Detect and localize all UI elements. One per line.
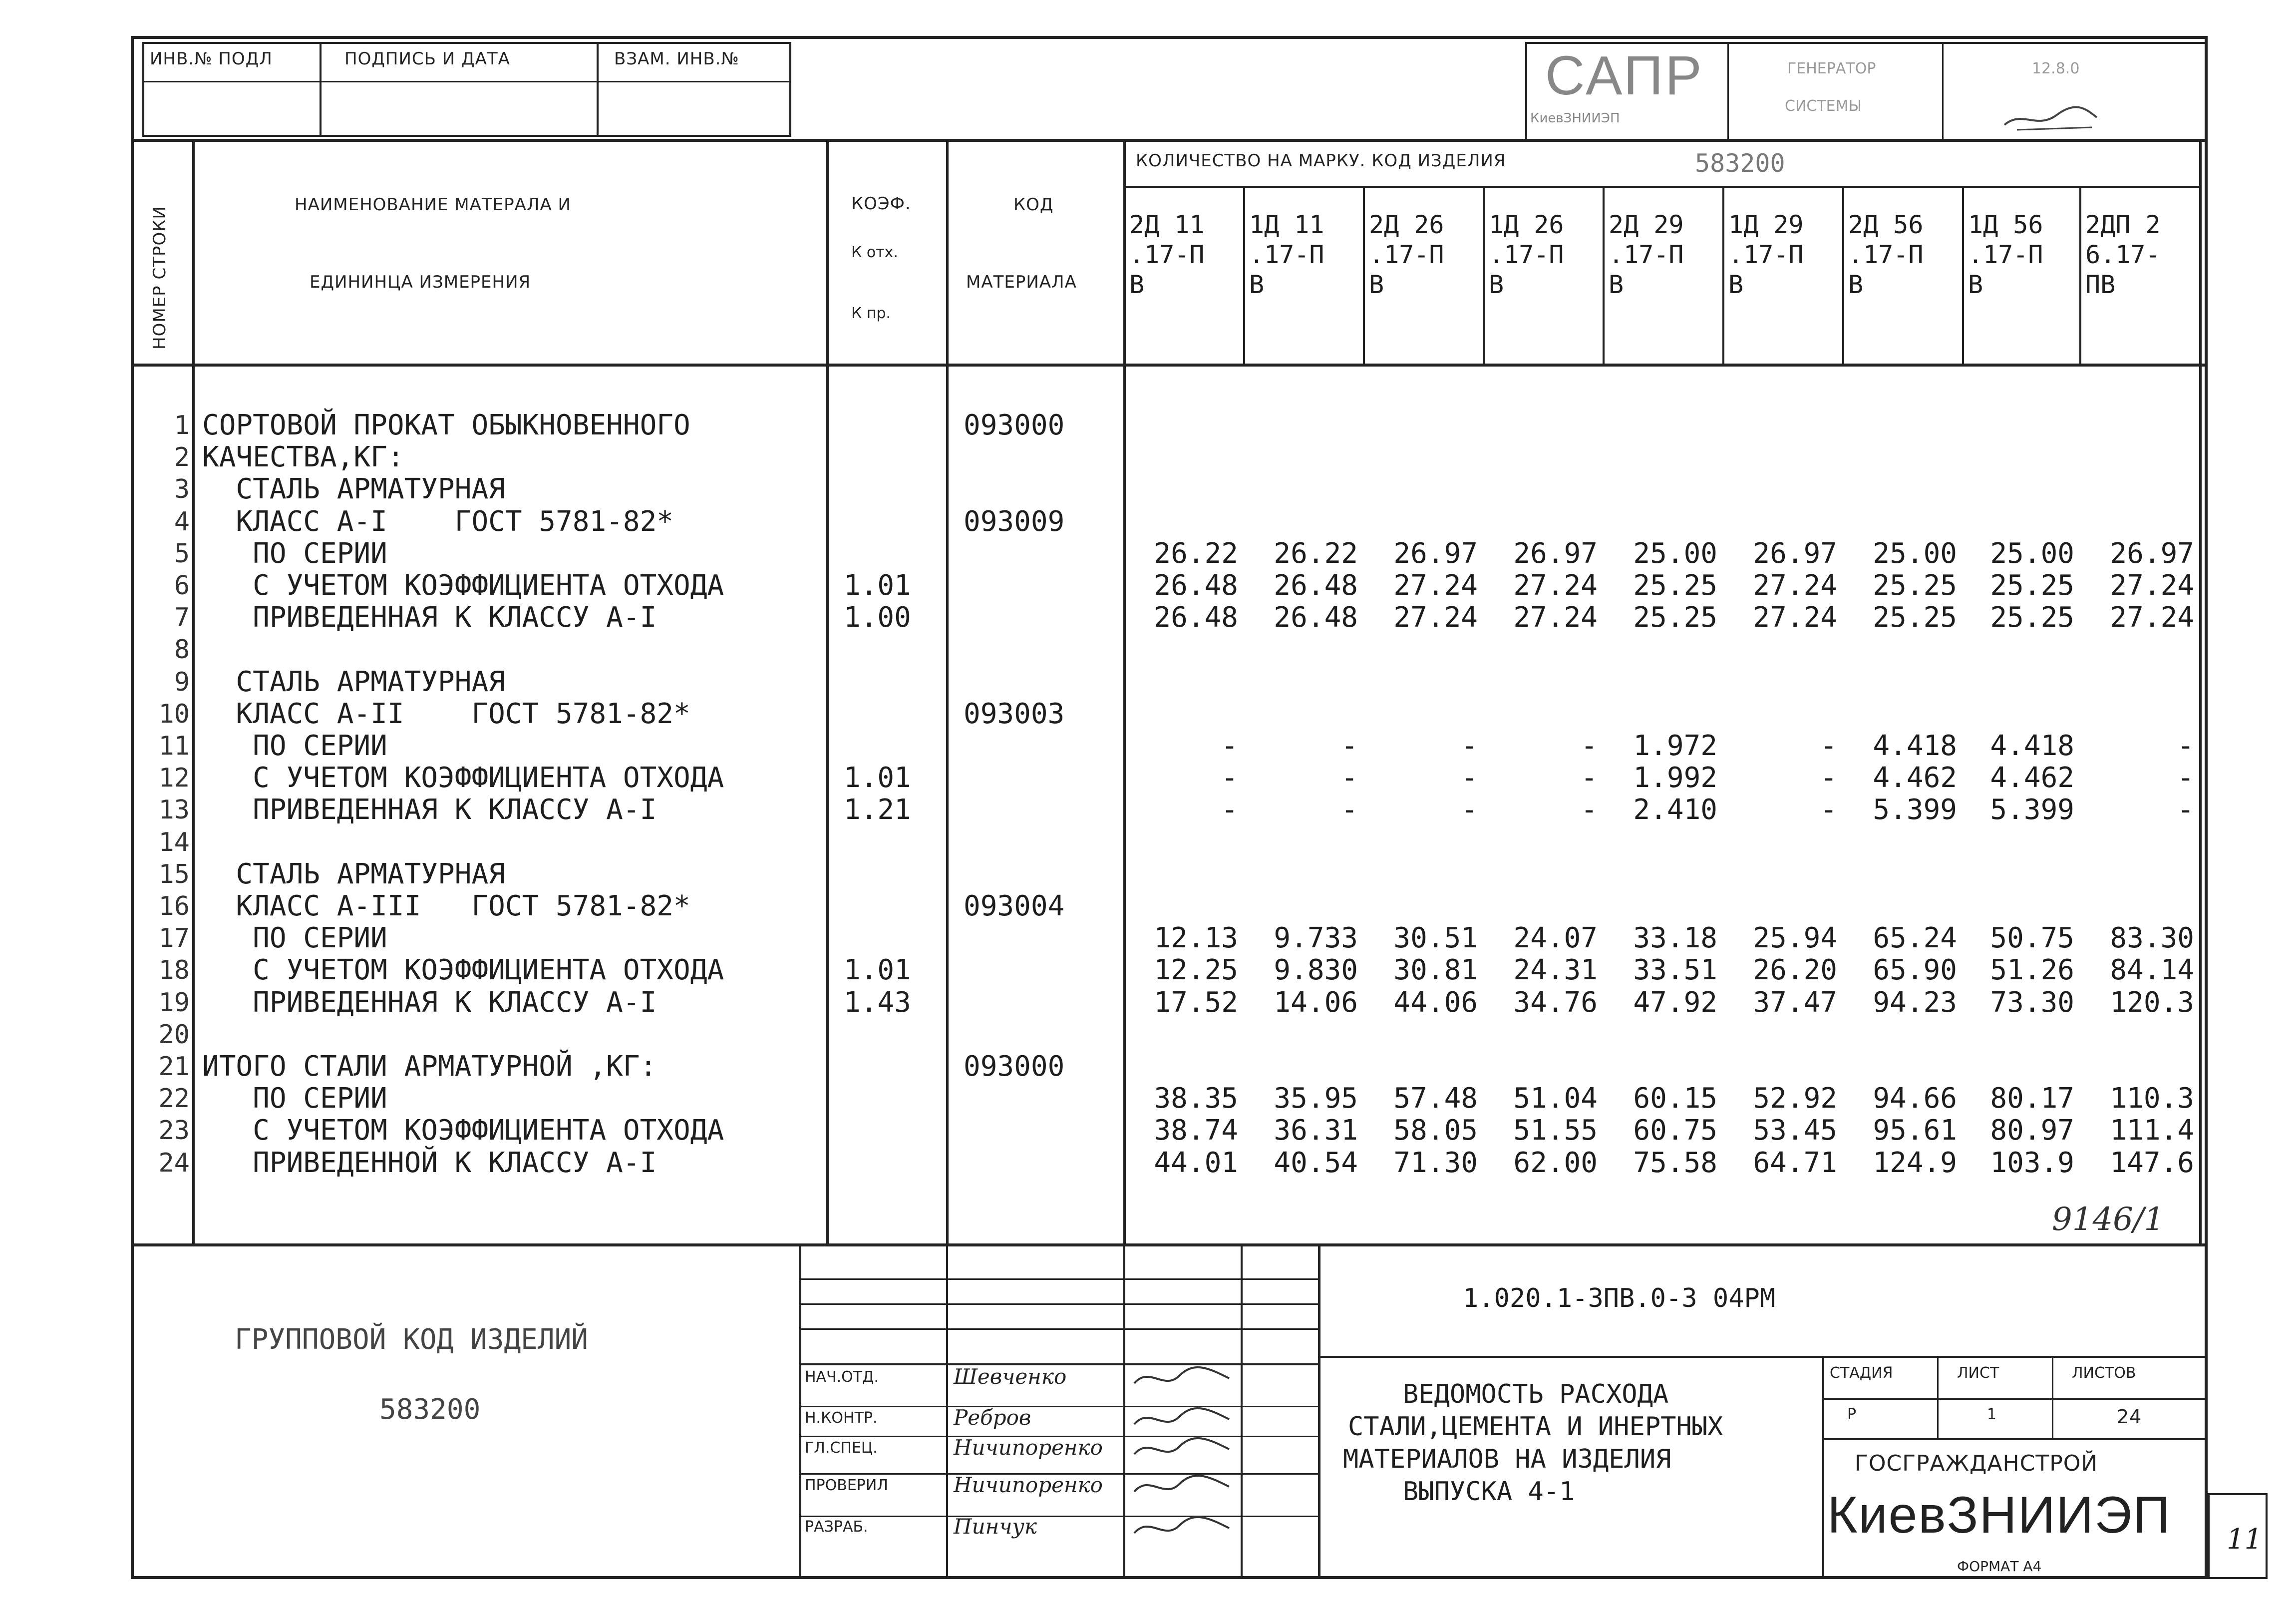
column-header: 2ДП 2 6.17- ПВ — [2085, 210, 2161, 299]
quantity-cell: 14.06 — [1274, 986, 1358, 1019]
row-number: 21 — [158, 1052, 190, 1082]
signer-name: Пинчук — [954, 1514, 1037, 1539]
quantity-cell: 26.48 — [1154, 601, 1238, 634]
quantity-cell: 26.20 — [1753, 954, 1837, 987]
material-name: ПРИВЕДЕННАЯ К КЛАССУ А-I — [202, 986, 657, 1019]
row-number: 8 — [174, 635, 190, 665]
quantity-cell: 33.51 — [1633, 954, 1717, 987]
row-number: 3 — [174, 474, 190, 505]
column-header: 2Д 26 .17-П В — [1369, 210, 1444, 299]
material-name: СТАЛЬ АРМАТУРНАЯ — [202, 857, 505, 890]
quantity-cell: 1.972 — [1633, 730, 1717, 762]
quantity-cell: 65.24 — [1873, 922, 1957, 955]
quantity-cell: 25.25 — [1873, 569, 1957, 602]
quantity-cell: - — [1341, 730, 1358, 762]
signature — [1129, 1363, 1239, 1393]
quantity-cell: 80.17 — [1990, 1082, 2074, 1115]
quantity-cell: 60.15 — [1633, 1082, 1717, 1115]
sheets-value: 24 — [2117, 1406, 2142, 1428]
quantity-cell: 25.25 — [1633, 569, 1717, 602]
quantity-cell: 9.830 — [1274, 954, 1358, 987]
signer-name: Ребров — [954, 1405, 1031, 1430]
material-name: ПРИВЕДЕННОЙ К КЛАССУ А-I — [202, 1146, 657, 1179]
name-header-line1: НАИМЕНОВАНИЕ МАТЕРАЛА И — [295, 195, 571, 215]
coefficient: 1.21 — [844, 794, 911, 826]
quantity-cell: 26.22 — [1274, 537, 1358, 570]
coefficient: 1.01 — [844, 762, 911, 795]
stage-value: Р — [1847, 1406, 1857, 1423]
signer-name: Ничипоренко — [954, 1473, 1103, 1497]
column-header: 2Д 56 .17-П В — [1848, 210, 1924, 299]
quantity-cell: - — [1461, 794, 1478, 826]
row-number: 15 — [158, 859, 190, 889]
podpis-data-label: ПОДПИСЬ И ДАТА — [344, 49, 510, 69]
row-number: 19 — [158, 987, 190, 1018]
quantity-cell: 103.9 — [1990, 1146, 2074, 1179]
group-code-label: ГРУППОВОЙ КОД ИЗДЕЛИЙ — [235, 1323, 589, 1356]
quantity-cell: 27.24 — [1393, 569, 1478, 602]
row-number: 16 — [158, 891, 190, 921]
quantity-cell: 12.25 — [1154, 954, 1238, 987]
org-line1: ГОСГРАЖДАНСТРОЙ — [1855, 1451, 2098, 1476]
row-number: 5 — [174, 538, 190, 569]
quantity-cell: - — [1461, 762, 1478, 795]
row-number: 11 — [158, 731, 190, 761]
quantity-cell: 124.9 — [1873, 1146, 1957, 1179]
row-number: 1 — [174, 410, 190, 440]
quantity-cell: 5.399 — [1990, 794, 2074, 826]
cad-sys1: ГЕНЕРАТОР — [1787, 60, 1876, 77]
quantity-cell: 75.58 — [1633, 1146, 1717, 1179]
quantity-cell: 26.97 — [1753, 537, 1837, 570]
cad-corner-code: 12.8.0 — [2032, 60, 2080, 77]
quantity-cell: 95.61 — [1873, 1114, 1957, 1147]
row-number-header: НОМЕР СТРОКИ — [150, 206, 170, 350]
quantity-cell: 60.75 — [1633, 1114, 1717, 1147]
coefficient: 1.01 — [844, 569, 911, 602]
quantity-cell: 51.04 — [1513, 1082, 1598, 1115]
quantity-cell: 26.48 — [1274, 601, 1358, 634]
quantity-cell: - — [1581, 762, 1598, 795]
quantity-cell: 40.54 — [1274, 1146, 1358, 1179]
quantity-cell: 27.24 — [1753, 601, 1837, 634]
row-number: 12 — [158, 763, 190, 794]
quantity-cell: 25.25 — [1873, 601, 1957, 634]
material-code: 093004 — [964, 890, 1065, 922]
quantity-cell: 62.00 — [1513, 1146, 1598, 1179]
material-name: С УЧЕТОМ КОЭФФИЦИЕНТА ОТХОДА — [202, 569, 724, 602]
row-number: 10 — [158, 699, 190, 729]
quantity-cell: 80.97 — [1990, 1114, 2074, 1147]
signer-name: Ничипоренко — [954, 1435, 1103, 1460]
coefficient: 1.00 — [844, 601, 911, 634]
quantity-cell: 25.00 — [1990, 537, 2074, 570]
quantity-cell: 4.462 — [1873, 762, 1957, 795]
side-mark: 11 — [2227, 1523, 2263, 1556]
product-code: 583200 — [1695, 149, 1785, 178]
quantity-cell: 44.01 — [1154, 1146, 1238, 1179]
quantity-cell: 38.74 — [1154, 1114, 1238, 1147]
row-number: 9 — [174, 667, 190, 697]
quantity-cell: 57.48 — [1393, 1082, 1478, 1115]
material-name: КАЧЕСТВА,КГ: — [202, 441, 404, 474]
title-line4: ВЫПУСКА 4-1 — [1403, 1477, 1575, 1507]
quantity-cell: 73.30 — [1990, 986, 2074, 1019]
quantity-cell: 27.24 — [2110, 569, 2194, 602]
quantity-cell: 25.00 — [1873, 537, 1957, 570]
material-name: ПО СЕРИИ — [202, 730, 387, 762]
quantity-cell: - — [1820, 730, 1837, 762]
quantity-cell: 94.23 — [1873, 986, 1957, 1019]
row-number: 13 — [158, 795, 190, 825]
quantity-cell: 58.05 — [1393, 1114, 1478, 1147]
cad-logo: САПР — [1545, 45, 1704, 106]
quantity-cell: - — [1461, 730, 1478, 762]
quantity-cell: 24.31 — [1513, 954, 1598, 987]
code-header-line2: МАТЕРИАЛА — [966, 272, 1077, 292]
quantity-cell: 25.25 — [1990, 569, 2074, 602]
quantity-cell: 26.97 — [1513, 537, 1598, 570]
quantity-cell: 84.14 — [2110, 954, 2194, 987]
quantity-cell: - — [1581, 730, 1598, 762]
quantity-cell: 9.733 — [1274, 922, 1358, 955]
inv-podl-label: ИНВ.№ ПОДЛ — [150, 49, 273, 69]
row-number: 2 — [174, 442, 190, 473]
quantity-cell: 27.24 — [1753, 569, 1837, 602]
column-header: 1Д 29 .17-П В — [1728, 210, 1804, 299]
material-name: ИТОГО СТАЛИ АРМАТУРНОЙ ,КГ: — [202, 1050, 657, 1083]
material-name: С УЧЕТОМ КОЭФФИЦИЕНТА ОТХОДА — [202, 1114, 724, 1147]
material-name: С УЧЕТОМ КОЭФФИЦИЕНТА ОТХОДА — [202, 762, 724, 795]
title-line1: ВЕДОМОСТЬ РАСХОДА — [1403, 1379, 1669, 1409]
column-header: 1Д 11 .17-П В — [1249, 210, 1324, 299]
material-name: СТАЛЬ АРМАТУРНАЯ — [202, 473, 505, 506]
row-number: 24 — [158, 1148, 190, 1178]
material-code: 093000 — [964, 1050, 1065, 1083]
material-code: 093009 — [964, 505, 1065, 538]
signature — [1129, 1513, 1239, 1543]
quantity-cell: 4.418 — [1873, 730, 1957, 762]
quantity-cell: 5.399 — [1873, 794, 1957, 826]
material-name: ПРИВЕДЕННАЯ К КЛАССУ А-I — [202, 601, 657, 634]
quantity-cell: 110.3 — [2110, 1082, 2194, 1115]
doc-code: 1.020.1-3ПВ.0-3 04РМ — [1463, 1283, 1776, 1313]
signature — [1129, 1472, 1239, 1502]
title-line3: МАТЕРИАЛОВ НА ИЗДЕЛИЯ — [1343, 1444, 1671, 1474]
signer-role: Н.КОНТР. — [805, 1409, 878, 1427]
row-number: 4 — [174, 506, 190, 537]
quantity-cell: 37.47 — [1753, 986, 1837, 1019]
quantity-cell: 38.35 — [1154, 1082, 1238, 1115]
signer-role: РАЗРАБ. — [805, 1518, 868, 1536]
quantity-cell: 50.75 — [1990, 922, 2074, 955]
quantity-cell: 47.92 — [1633, 986, 1717, 1019]
quantity-cell: - — [1221, 794, 1238, 826]
org-line2: КиевЗНИИЭП — [1827, 1486, 2171, 1544]
quantity-cell: 44.06 — [1393, 986, 1478, 1019]
name-header-line2: ЕДИНИНЦА ИЗМЕРЕНИЯ — [310, 272, 531, 292]
cad-logo-org: КиевЗНИИЭП — [1530, 111, 1620, 126]
quantity-cell: 25.25 — [1990, 601, 2074, 634]
quantity-cell: 30.81 — [1393, 954, 1478, 987]
material-name: ПО СЕРИИ — [202, 922, 387, 955]
signature — [1129, 1434, 1239, 1464]
material-name: ПРИВЕДЕННАЯ К КЛАССУ А-I — [202, 794, 657, 826]
quantity-cell: 1.992 — [1633, 762, 1717, 795]
row-number: 17 — [158, 923, 190, 954]
quantity-cell: 26.48 — [1154, 569, 1238, 602]
quantity-cell: - — [1341, 762, 1358, 795]
quantity-cell: 2.410 — [1633, 794, 1717, 826]
row-number: 6 — [174, 571, 190, 601]
material-code: 093003 — [964, 697, 1065, 730]
quantity-cell: - — [1221, 762, 1238, 795]
cad-signature — [2002, 100, 2102, 135]
quantity-cell: 35.95 — [1274, 1082, 1358, 1115]
signer-name: Шевченко — [954, 1364, 1067, 1389]
code-header-line1: КОД — [1013, 195, 1054, 215]
sheet-value: 1 — [1987, 1406, 1997, 1423]
quantity-cell: 34.76 — [1513, 986, 1598, 1019]
quantity-cell: 25.25 — [1633, 601, 1717, 634]
quantity-cell: 53.45 — [1753, 1114, 1837, 1147]
quantity-cell: 83.30 — [2110, 922, 2194, 955]
column-header: 2Д 11 .17-П В — [1129, 210, 1205, 299]
quantity-cell: - — [1221, 730, 1238, 762]
material-name: ПО СЕРИИ — [202, 1082, 387, 1115]
quantity-cell: 4.462 — [1990, 762, 2074, 795]
quantity-cell: - — [1581, 794, 1598, 826]
column-header: 1Д 56 .17-П В — [1968, 210, 2043, 299]
quantity-cell: 120.3 — [2110, 986, 2194, 1019]
material-code: 093000 — [964, 409, 1065, 441]
format-label: ФОРМАТ А4 — [1957, 1558, 2042, 1575]
row-number: 22 — [158, 1084, 190, 1114]
quantity-cell: - — [1820, 794, 1837, 826]
signer-role: НАЧ.ОТД. — [805, 1368, 879, 1386]
signer-role: ГЛ.СПЕЦ. — [805, 1439, 878, 1457]
quantity-cell: 64.71 — [1753, 1146, 1837, 1179]
quantity-cell: 65.90 — [1873, 954, 1957, 987]
qty-header-title: КОЛИЧЕСТВО НА МАРКУ. КОД ИЗДЕЛИЯ — [1136, 151, 1506, 171]
material-name: С УЧЕТОМ КОЭФФИЦИЕНТА ОТХОДА — [202, 954, 724, 987]
material-name: КЛАСС А-I ГОСТ 5781-82* — [202, 505, 674, 538]
sheets-label: ЛИСТОВ — [2072, 1364, 2136, 1382]
signer-role: ПРОВЕРИЛ — [805, 1477, 888, 1494]
material-name: ПО СЕРИИ — [202, 537, 387, 570]
quantity-cell: 27.24 — [2110, 601, 2194, 634]
quantity-cell: 12.13 — [1154, 922, 1238, 955]
quantity-cell: 36.31 — [1274, 1114, 1358, 1147]
quantity-cell: 51.26 — [1990, 954, 2074, 987]
column-header: 2Д 29 .17-П В — [1609, 210, 1684, 299]
row-number: 18 — [158, 955, 190, 986]
material-name: КЛАСС А-II ГОСТ 5781-82* — [202, 697, 690, 730]
quantity-cell: 27.24 — [1513, 569, 1598, 602]
group-code: 583200 — [379, 1393, 481, 1426]
quantity-cell: 4.418 — [1990, 730, 2074, 762]
quantity-cell: 17.52 — [1154, 986, 1238, 1019]
quantity-cell: 33.18 — [1633, 922, 1717, 955]
quantity-cell: 25.00 — [1633, 537, 1717, 570]
quantity-cell: 147.6 — [2110, 1146, 2194, 1179]
quantity-cell: 27.24 — [1513, 601, 1598, 634]
quantity-cell: 26.22 — [1154, 537, 1238, 570]
quantity-cell: 111.4 — [2110, 1114, 2194, 1147]
quantity-cell: 25.94 — [1753, 922, 1837, 955]
row-number: 14 — [158, 827, 190, 857]
quantity-cell: 52.92 — [1753, 1082, 1837, 1115]
quantity-cell: 71.30 — [1393, 1146, 1478, 1179]
cad-sys2: СИСТЕМЫ — [1785, 97, 1862, 115]
coefficient: 1.01 — [844, 954, 911, 987]
quantity-cell: 24.07 — [1513, 922, 1598, 955]
material-name: КЛАСС А-III ГОСТ 5781-82* — [202, 890, 690, 922]
coef-header-line3: К пр. — [851, 305, 891, 322]
quantity-cell: - — [1820, 762, 1837, 795]
coefficient: 1.43 — [844, 986, 911, 1019]
quantity-cell: - — [1341, 794, 1358, 826]
quantity-cell: 94.66 — [1873, 1082, 1957, 1115]
row-number: 7 — [174, 603, 190, 633]
column-header: 1Д 26 .17-П В — [1489, 210, 1564, 299]
coef-header-line2: К отх. — [851, 244, 898, 261]
stage-label: СТАДИЯ — [1830, 1364, 1893, 1382]
quantity-cell: - — [2177, 730, 2194, 762]
material-name: СТАЛЬ АРМАТУРНАЯ — [202, 665, 505, 698]
material-name: СОРТОВОЙ ПРОКАТ ОБЫКНОВЕННОГО — [202, 409, 690, 441]
quantity-cell: 51.55 — [1513, 1114, 1598, 1147]
quantity-cell: 26.97 — [1393, 537, 1478, 570]
quantity-cell: - — [2177, 762, 2194, 795]
quantity-cell: 27.24 — [1393, 601, 1478, 634]
row-number: 20 — [158, 1019, 190, 1050]
coef-header-line1: КОЭФ. — [851, 194, 911, 214]
quantity-cell: 30.51 — [1393, 922, 1478, 955]
row-number: 23 — [158, 1116, 190, 1146]
title-line2: СТАЛИ,ЦЕМЕНТА И ИНЕРТНЫХ — [1348, 1412, 1723, 1442]
sheet-label: ЛИСТ — [1957, 1364, 1999, 1382]
vzam-inv-label: ВЗАМ. ИНВ.№ — [614, 49, 739, 69]
quantity-cell: 26.97 — [2110, 537, 2194, 570]
quantity-cell: 26.48 — [1274, 569, 1358, 602]
quantity-cell: - — [2177, 794, 2194, 826]
sheet-mark: 9146/1 — [2052, 1201, 2165, 1238]
signature — [1129, 1404, 1239, 1434]
